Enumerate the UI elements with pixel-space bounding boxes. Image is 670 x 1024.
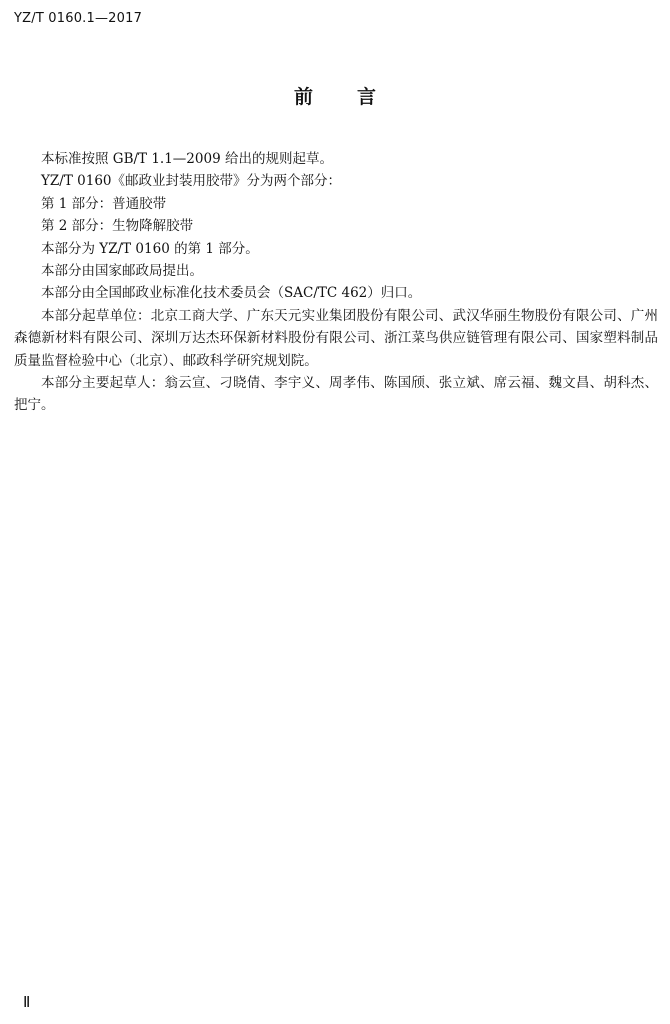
paragraph-part-2: 第 2 部分：生物降解胶带 <box>41 218 194 235</box>
page-title: 前言 <box>293 86 420 108</box>
foreword-body <box>14 148 658 417</box>
paragraph-drafters: 本部分主要起草人：翁云宣、刁晓倩、李宇义、周孝伟、陈国颀、张立斌、席云福、魏文昌、胡科杰、把宁。 <box>14 375 658 414</box>
paragraph-committee: 本部分由全国邮政业标准化技术委员会（SAC/TC 462）归口。 <box>41 285 422 302</box>
paragraph-drafting-rules: 本标准按照 GB/T 1.1—2009 给出的规则起草。 <box>41 151 333 167</box>
paragraph-parts-intro: YZ/T 0160《邮政业封装用胶带》分为两个部分： <box>41 173 341 190</box>
paragraph-this-part: 本部分为 YZ/T 0160 的第 1 部分。 <box>41 240 259 257</box>
paragraph-part-1: 第 1 部分：普通胶带 <box>41 195 167 212</box>
paragraph-proposer: 本部分由国家邮政局提出。 <box>41 263 203 280</box>
standard-number: YZ/T 0160.1—2017 <box>14 11 143 26</box>
page-number: Ⅱ <box>23 995 31 1011</box>
paragraph-drafting-units: 本部分起草单位：北京工商大学、广东天元实业集团股份有限公司、武汉华丽生物股份有限公司、广州森德新材料有限公司、深圳万达杰环保新材料股份有限公司、浙江菜鸟供应链管理有限公司、国家塑料制品质量监督检验中心（北京）、邮政科学研究规划院。 <box>14 307 658 369</box>
